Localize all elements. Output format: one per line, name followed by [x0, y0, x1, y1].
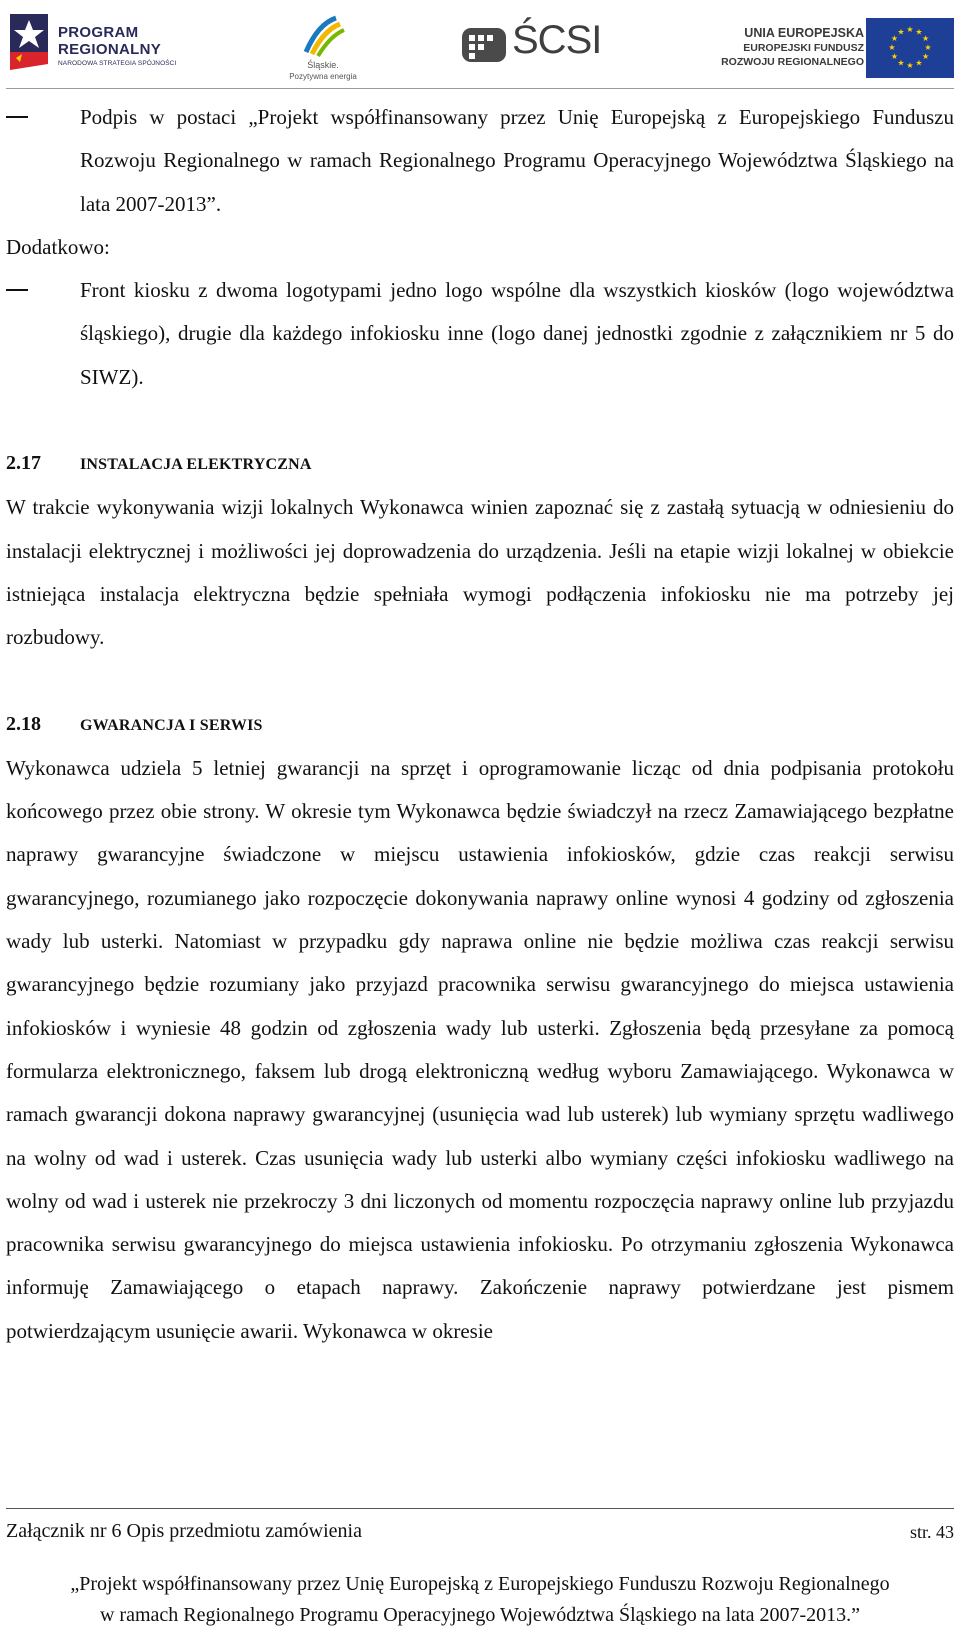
footer-attachment-label: Załącznik nr 6 Opis przedmiotu zamówienia: [6, 1520, 362, 1542]
section-number: 2.17: [6, 452, 41, 475]
svg-text:★: ★: [897, 58, 905, 68]
svg-text:★: ★: [915, 27, 923, 37]
section-number: 2.18: [6, 712, 41, 735]
page-number: str. 43: [909, 1522, 954, 1542]
list-item: [6, 96, 954, 226]
footer-cofinancing-note-line1: „Projekt współfinansowany przez Unię Europejską z Europejskiego Funduszu Rozwoju Regionalnego: [70, 1573, 890, 1595]
slaskie-logo-line1: Śląskie.: [307, 60, 339, 70]
header-divider: [6, 88, 954, 89]
svg-text:★: ★: [922, 52, 930, 61]
section-heading-2-17: [6, 442, 954, 486]
program-logo-line2: REGIONALNY: [58, 41, 162, 58]
slaskie-logo-line2: Pozytywna energia: [289, 72, 357, 81]
program-logo-line3: NARODOWA STRATEGIA SPÓJNOŚCI: [58, 60, 177, 67]
program-regionalny-emblem-icon: [6, 8, 52, 72]
paragraph-electrical: W trakcie wykonywania wizji lokalnych Wykonawca winien zapoznać się z zastałą sytuacją w odniesieniu do instalacji elektrycznej i możliwości jej doprowadzenia do urządzenia. Jeśli na etapie wizji lokalnej w obiekcie istniejąca instalacja elektryczna będzie spełniała wymogi podłączenia infokiosku nie ma potrzeby jej rozbudowy.: [6, 495, 954, 650]
program-regionalny-logo: [6, 8, 206, 72]
svg-text:★: ★: [906, 61, 914, 70]
svg-text:★: ★: [888, 43, 896, 52]
eu-logo-line2: EUROPEJSKI FUNDUSZ: [743, 42, 864, 54]
scsi-logo-text: ŚCSI: [512, 18, 602, 62]
svg-text:★: ★: [890, 34, 898, 43]
eu-logo-line3: ROZWOJU REGIONALNEGO: [721, 56, 864, 68]
bullet-text-signature: Podpis w postaci „Projekt współfinansowany przez Unię Europejską z Europejskiego Funduszu Rozwoju Regionalnego w ramach Regionalnego Programu Operacyjnego Województwa Śląskiego na lata 2007-2013”.: [80, 105, 954, 216]
paragraph-warranty: Wykonawca udziela 5 letniej gwarancji na sprzęt i oprogramowanie licząc od dnia podpisania protokołu końcowego przez obie strony. W okresie tym Wykonawca będzie świadczył na rzecz Zamawiającego bezpłatne naprawy gwarancyjne świadczone w miejscu ustawienia infokiosków, gdzie czas reakcji serwisu gwarancyjnego, rozumianego jako rozpoczęcie dokonywania naprawy online wynosi 4 godziny od zgłoszenia wady lub usterki. Natomiast w przypadku gdy naprawa online nie będzie możliwa czas reakcji serwisu gwarancyjnego będzie rozumiany jako przyjazd pracownika serwisu gwarancyjnego do miejsca ustawienia infokiosków i wyniesie 48 godzin od zgłoszenia wady lub usterki. Zgłoszenia będą przesyłane za pomocą formularza elektronicznego, faksem lub drogą elektroniczną według wyboru Zamawiającego. Wykonawca w ramach gwarancji dokona naprawy gwarancyjnej (usunięcia wad lub usterek) lub wymiany sprzętu wadliwego na wolny od wad i usterek. Czas usunięcia wady lub usterki albo wymiany części infokiosku wadliwego na wolny od wad i usterek nie przekroczy 3 dni liczonych od momentu rozpoczęcia naprawy online lub przyjazdu pracownika serwisu gwarancyjnego do miejsca ustawienia infokiosku. Po otrzymaniu zgłoszenia Wykonawca informuję Zamawiającego o etapach naprawy. Zakończenie naprawy potwierdzane jest pismem potwierdzającym usunięcie awarii. Wykonawca w okresie: [6, 755, 954, 1343]
dash-bullet-icon: [6, 289, 28, 291]
footer-cofinancing-note-line2: w ramach Regionalnego Programu Operacyjnego Województwa Śląskiego na lata 2007-2013.”: [99, 1604, 861, 1626]
list-item: [6, 269, 954, 399]
svg-text:★: ★: [890, 52, 898, 61]
section-title: INSTALACJA ELEKTRYCZNA: [80, 456, 312, 474]
svg-text:★: ★: [915, 58, 923, 68]
slaskie-logo: [278, 14, 368, 84]
scsi-logo: [460, 20, 626, 66]
section-heading-2-18: [6, 703, 954, 747]
document-body: [6, 96, 954, 1353]
svg-text:★: ★: [922, 34, 930, 43]
spacer: [6, 399, 954, 442]
program-logo-line1: PROGRAM: [58, 24, 139, 41]
bullet-text-kiosk-front: Front kiosku z dwoma logotypami jedno logo wspólne dla wszystkich kiosków (logo województwa śląskiego), drugie dla każdego infokiosku inne (logo danej jednostki zgodnie z załącznikiem nr 5 do SIWZ).: [80, 278, 954, 389]
paragraph-additionally: Dodatkowo:: [6, 234, 110, 259]
eu-logo-line1: UNIA EUROPEJSKA: [744, 26, 864, 40]
section-title: GWARANCJA I SERWIS: [80, 716, 263, 734]
eu-flag-icon: [866, 18, 954, 78]
footer-divider: [6, 1508, 954, 1509]
svg-text:★: ★: [897, 27, 905, 37]
page-header: [0, 0, 960, 88]
dash-bullet-icon: [6, 116, 28, 118]
svg-text:★: ★: [906, 25, 914, 34]
eu-logo: [721, 14, 956, 76]
svg-text:★: ★: [924, 43, 932, 52]
spacer: [6, 660, 954, 703]
scsi-pixel-icon: [460, 20, 510, 66]
slaskie-swoosh-icon: [278, 14, 368, 58]
